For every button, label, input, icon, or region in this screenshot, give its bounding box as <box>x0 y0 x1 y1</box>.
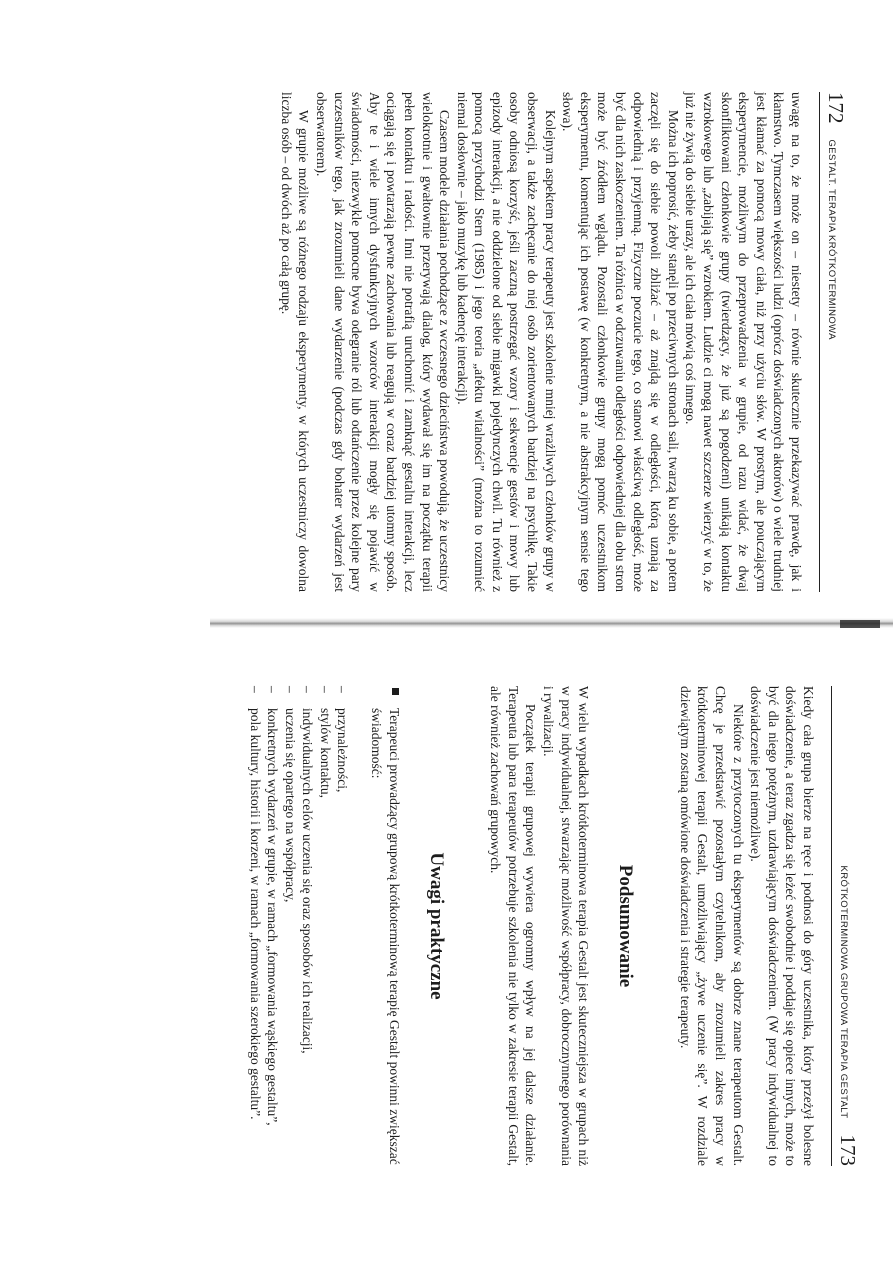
section-title-practical: Uwagi praktyczne <box>425 852 447 1000</box>
paragraph: Niektóre z przytoczonych tu eksperymentów są dobrze znane terapeutom Gestalt. Chcę je przedstawić pozostałym czytelnikom, aby zrozumieli zakres pracy w krótkoterminowej terapii Gestalt, umożliwiający „żywe uczenie się”. W rozdziale dziewiątym zostaną omówione doświadczenia i strategie terapeuty. <box>677 686 746 1166</box>
list-item: – konkretnych wydarzeń w grupie, w ramach „formowania wąskiego gestaltu”, <box>264 686 282 1166</box>
page-number: 172 <box>824 92 848 124</box>
list-item: – przynależności, <box>334 686 352 1166</box>
paragraph: Kolejnym aspektem pracy terapeuty jest szkolenie mniej wrażliwych członków grupy w obserwacji, a także zachęcanie do niej osób zorientowanych bardziej na psychikę. Takie osoby odniosą korzyść, jeśli zaczną postrzegać wzory i sekwencje gestów i mowy lub epizody interakcji, a nie oddzielone od siebie migawki pojedynczych chwil. Tu również z pomocą przychodzi Stern (1985) i jego teoria „afektu witalności” (można to rozumieć niemal dosłownie – jako muzykę lub kadencję interakcji). <box>454 92 558 592</box>
paragraph: W wielu wypadkach krótkoterminowa terapia Gestalt jest skuteczniejsza w grupach niż w pracy indywidualnej, stwarzając możliwość współpracy, dobrocznynnego porównania i rywalizacji. <box>541 686 592 1166</box>
gutter-edge <box>840 620 880 628</box>
paragraph: Czasem modele działania pochodzące z wczesnego dzieciństwa powodują, że uczestnicy wielokrotnie i gwałtownie przerywają dialog, który wydawał się im na początku terapii pełen kontaktu i radości. Inni nie potrafią uruchomić i zamknąć gestaltu interakcji, lecz ociągają się i powtarzają pewne zachowania lub reagują w coraz bardziej utomny sposób. Aby te i wiele innych dysfunkcyjnych wzorców interakcji mogły się pojawić w świadomości, niezwykle pomocne bywa odegranie ról lub odtańczenie przez kolejne pary uczestników tego, jak zrozumieli dane wydarzenie (podczas gdy bohater wydarzeń jest obserwatorem). <box>313 92 453 592</box>
square-bullet-icon <box>392 688 399 695</box>
list-item: – stylów kontaktu, <box>316 686 334 1166</box>
book-gutter-shadow <box>210 618 893 628</box>
paragraph: Można ich poprosić, żeby stanęli po przeciwnych stronach sali, twarzą ku sobie, a potem zaczęli się do siebie powoli zbliżać – aż znajdą się w odległości, którą uznają za odpowiednią i przyjemną. Fizyczne poczucie tego, co stanowi właściwą odległość, może być dla nich zaskoczeniem. Ta różnica w odczuwaniu odległości odpowiedniej dla obu stron może być źródłem wglądu. Pozostali członkowie grupy mogą pomóc uczestnikom eksperymentu, komentując ich postawę (w konkretnym, a nie abstrakcyjnym sensie tego słowa). <box>560 92 681 592</box>
section-title-summary: Podsumowanie <box>615 864 637 988</box>
practical-bullet-text: Terapeuci prowadzący grupową krótkoterminową terapię Gestalt powinni zwiększać świadomość: <box>369 708 402 1165</box>
paragraph: uwagę na to, że może on – niestety – równie skutecznie przekazywać prawdę, jak i kłamstwo. Tymczasem większości ludzi (oprócz doświadczonych aktorów) o wiele trudniej jest kłamać za pomocą mowy ciała, niż przy użyciu słów. W prostym, ale pouczającym eksperymencie, możliwym do przeprowadzenia w grupie, od razu widać, że dwaj skonfliktowani członkowie grupy (twierdzący, że już są pogodzeni) unikają kontaktu wzrokowego lub „zabijają się” wzrokiem. Ludzie ci mogą nawet szczerze wierzyć w to, że już nie żywią do siebie urazy, ale ich ciała mówią coś innego. <box>683 92 804 592</box>
page-header-172 <box>819 92 848 592</box>
list-item: – uczenia się opartego na współpracy, <box>281 686 299 1166</box>
page-173 <box>80 686 860 1166</box>
paragraph: Kiedy cała grupa bierze na ręce i podnosi do góry uczestnika, który przeżył bolesne doświadczenie, a teraz zgadza się leżeć swobodnie i poddaje się opiece innych, może to być dla niego potężnym, uzdrawiającym doświadczeniem. (W pracy indywidualnej to doświadczenie jest niemożliwe). <box>748 686 816 1166</box>
running-head: GESTALT. TERAPIA KRÓTKOTERMINOWA <box>826 139 837 340</box>
list-item: – indywidualnych celów uczenia się oraz sposobów ich realizacji, <box>299 686 317 1166</box>
list-item: – pola kultury, historii i korzeni, w ramach „formowania szerokiego gestaltu”. <box>246 686 264 1166</box>
page-number: 173 <box>836 1134 860 1166</box>
practical-bullet <box>368 686 403 1166</box>
page-header-173 <box>831 686 860 1166</box>
practical-list <box>246 686 352 1166</box>
page-172 <box>80 92 848 592</box>
running-head: KRÓTKOTERMINOWA GRUPOWA TERAPIA GESTALT <box>838 865 849 1119</box>
paragraph: W grupie możliwe są różnego rodzaju eksperymenty, w których uczestniczy dowolna liczba osób – od dwóch aż po całą grupę. <box>278 92 312 592</box>
paragraph: Początek terapii grupowej wywiera ogromny wpływ na jej dalsze działanie. Terapeuta lub para terapeutów potrzebuje szkolenia nie tylko w zakresie terapii Gestalt, ale również zachowań grupowych. <box>488 686 539 1166</box>
